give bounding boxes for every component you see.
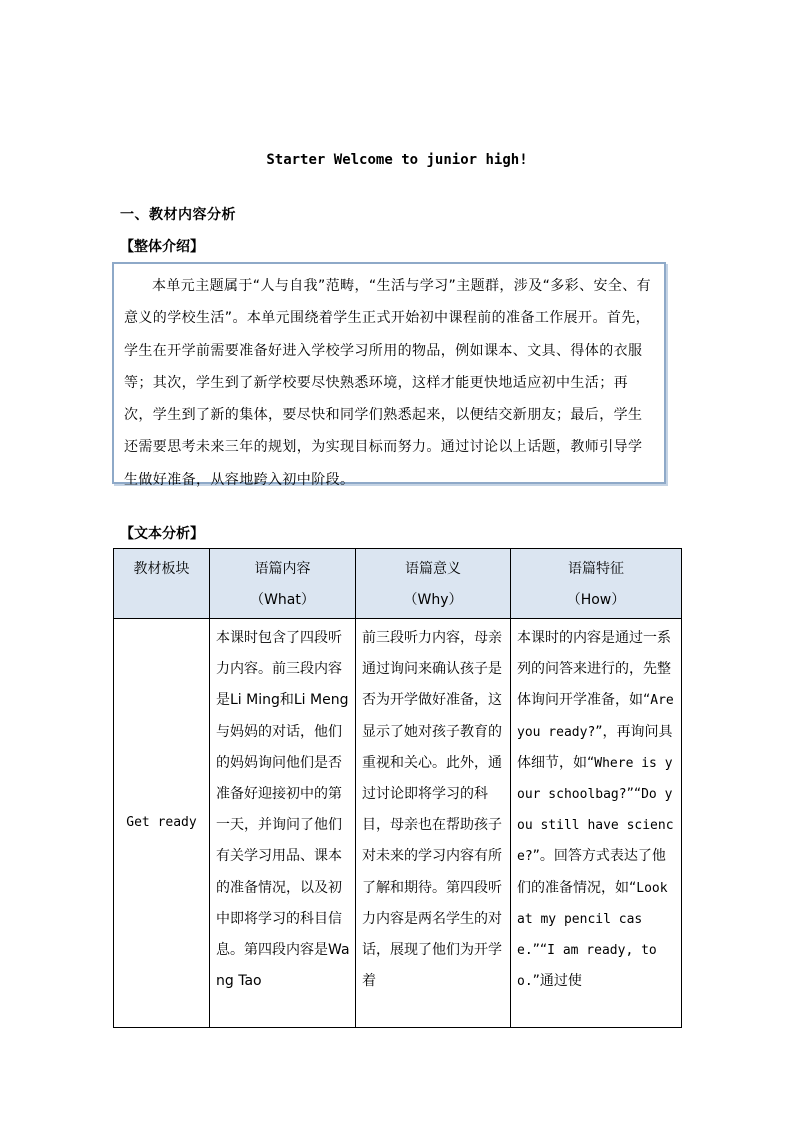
- cell-how-text: [517, 623, 676, 1027]
- how-text-4: ”。回答方式表达了他们的准备情况，如“: [517, 848, 666, 896]
- table-header-row: [114, 549, 682, 619]
- header-what: [210, 549, 356, 619]
- overview-heading: 【整体介绍】: [120, 239, 204, 255]
- header-why: [356, 549, 511, 619]
- header-how-label: 语篇特征: [568, 561, 624, 577]
- header-block-label: 教材板块: [133, 561, 190, 577]
- header-why-label: 语篇意义: [405, 561, 461, 577]
- header-how: [511, 549, 682, 619]
- cell-what: [210, 619, 356, 1028]
- cell-why: [356, 619, 511, 1028]
- table-row: [114, 619, 682, 1028]
- how-text-3: ”“: [626, 786, 642, 803]
- overview-text: 本单元主题属于“人与自我”范畴，“生活与学习”主题群，涉及“多彩、安全、有意义的学校生活”。本单元围绕着学生正式开始初中课程前的准备工作展开。首先，学生在开学前需要准备好进入学校学习所用的物品，例如课本、文具、得体的衣服等；其次，学生到了新学校要尽快熟悉环境，这样才能更快地适应初中生活；再次，学生到了新的集体，要尽快和同学们熟悉起来，以便结交新朋友；最后，学生还需要思考未来三年的规划，为实现目标而努力。通过讨论以上话题，教师引导学生做好准备，从容地跨入初中阶段。: [124, 278, 652, 488]
- how-example-3: Do you still have science?: [517, 787, 674, 865]
- header-what-sub: （What）: [250, 592, 315, 608]
- cell-how: [511, 619, 682, 1028]
- cell-block: Get ready: [114, 619, 210, 1028]
- how-text-5: ”“: [532, 942, 548, 959]
- how-example-4: Look at my pencil case.: [517, 880, 668, 959]
- cell-what-text: 本课时包含了四段听力内容。前三段内容是Li Ming和Li Meng与妈妈的对话，他们的妈妈询问他们是否准备好迎接初中的第一天，并询问了他们有关学习用品、课本的准备情况，以及初中即将学习的科目信息。第四段内容是Wang Tao: [216, 630, 350, 990]
- how-text-1: 本课时的内容是通过一系列的问答来进行的，先整体询问开学准备，如“: [517, 630, 671, 709]
- how-text-6: ”通过使: [532, 973, 582, 990]
- how-text-2: ”，再询问具体细节，如“: [517, 723, 673, 771]
- how-example-1: Are you ready?: [517, 693, 674, 740]
- header-what-label: 语篇内容: [254, 561, 311, 577]
- how-example-5: I am ready, too.: [517, 943, 657, 990]
- how-example-2: Where is your schoolbag?: [517, 755, 673, 803]
- cell-why-text: 前三段听力内容，母亲通过询问来确认孩子是否为开学做好准备，这显示了她对孩子教育的重视和关心。此外，通过讨论即将学习的科目，母亲也在帮助孩子对未来的学习内容有所了解和期待。第四段听力内容是两名学生的对话，展现了他们为开学着: [362, 630, 502, 990]
- header-how-sub: （How）: [566, 592, 626, 608]
- header-block: [114, 549, 210, 619]
- header-why-sub: （Why）: [403, 592, 463, 608]
- analysis-heading: 【文本分析】: [120, 526, 204, 542]
- section-heading: 一、教材内容分析: [120, 207, 236, 223]
- text-analysis-table: [113, 548, 682, 1028]
- overview-textbox: [112, 262, 666, 488]
- document-title: Starter Welcome to junior high!: [266, 152, 528, 168]
